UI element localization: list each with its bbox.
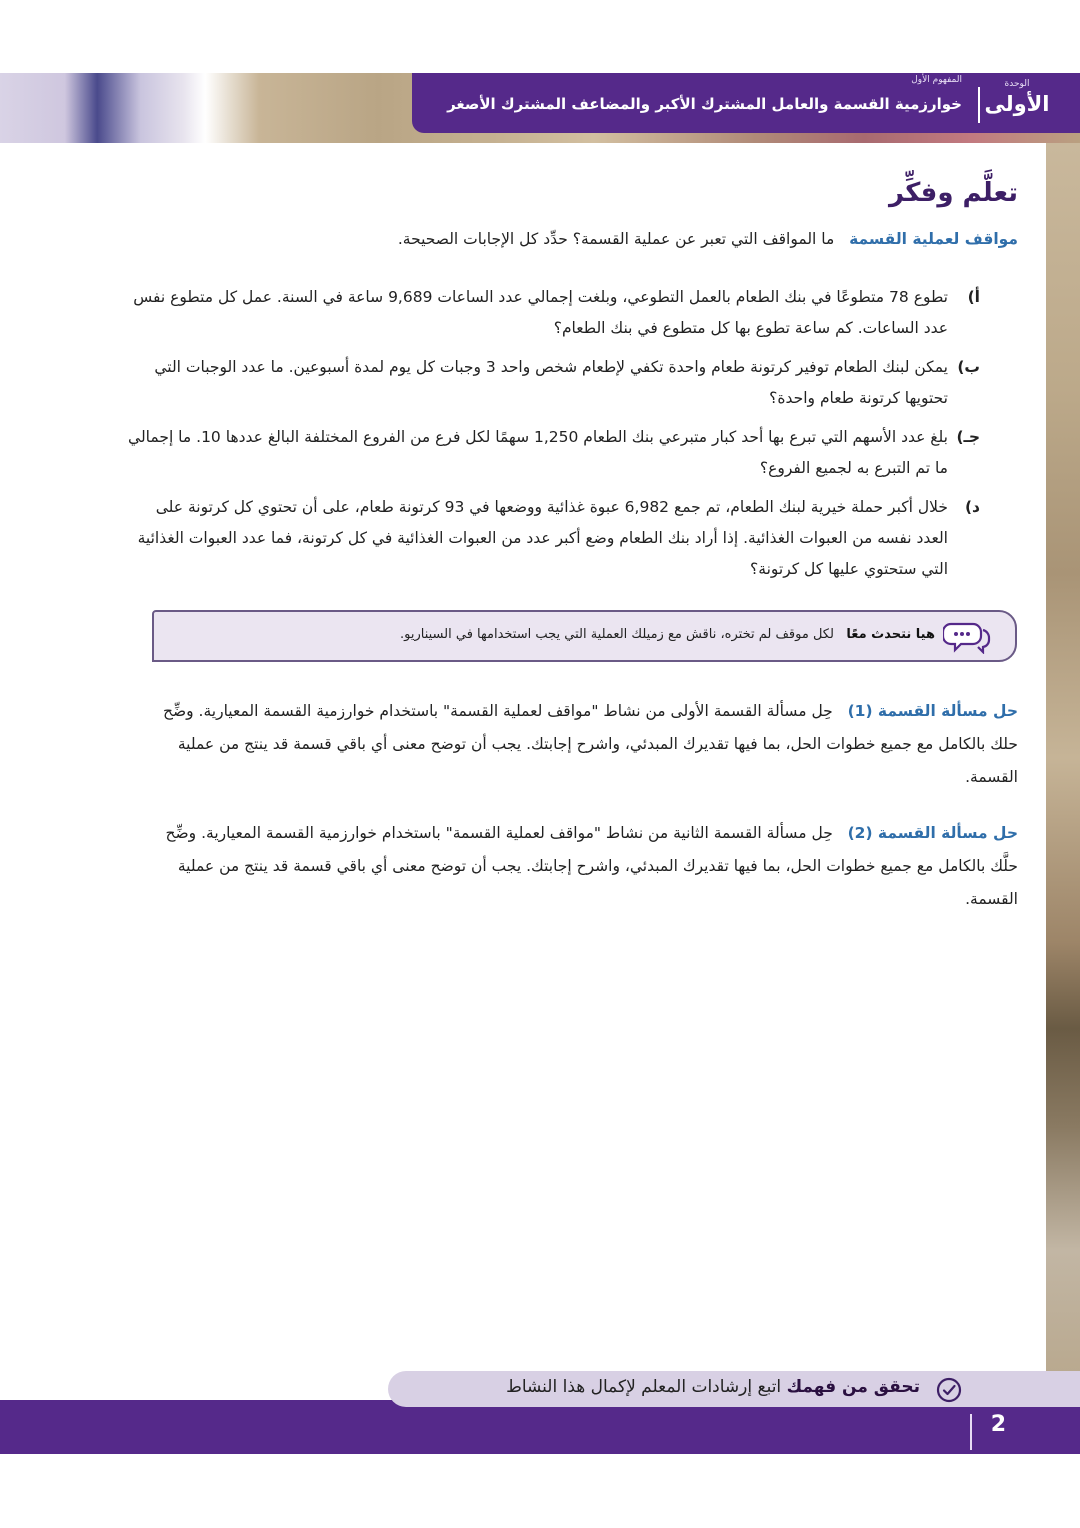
unit-block: [982, 79, 1052, 117]
unit-label: الوحدة: [1004, 79, 1030, 89]
activity-name: مواقف لعملية القسمة: [849, 230, 1018, 248]
item-marker: د): [964, 498, 980, 516]
problem-heading: حل مسألة القسمة (1): [847, 702, 1018, 720]
footer-divider: [970, 1414, 972, 1450]
item-text: تطوع 78 متطوعًا في بنك الطعام بالعمل التطوعي، وبلغت إجمالي عدد الساعات 9,689 ساعة في السنة. عمل كل متطوع نفس عدد الساعات. كم ساعة تطوع بها كل متطوع في بنك الطعام؟: [133, 288, 948, 337]
speech-bubbles-icon: [943, 620, 993, 654]
division-problem-2: [138, 817, 1018, 916]
lets-talk-text: [400, 627, 935, 642]
problem-heading: حل مسألة القسمة (2): [847, 824, 1018, 842]
check-circle-icon: [936, 1377, 962, 1403]
unit-header: [412, 73, 1080, 133]
side-background-photo: [1046, 143, 1080, 1373]
division-problem-1: [138, 695, 1018, 794]
scenario-item-d[interactable]: [120, 492, 980, 585]
scenario-item-c[interactable]: [120, 422, 980, 484]
item-marker: جـ): [956, 428, 980, 446]
check-understanding-body: اتبع إرشادات المعلم لإكمال هذا النشاط: [506, 1377, 782, 1397]
lets-talk-heading: هيا نتحدث معًا: [846, 627, 935, 642]
concept-label: المفهوم الأول: [911, 75, 962, 85]
section-title: تعلَّم وفكِّر: [889, 178, 1018, 208]
scenario-item-b[interactable]: [120, 352, 980, 414]
lets-talk-body: لكل موقف لم تختره، ناقش مع زميلك العملية التي يجب استخدامها في السيناريو.: [400, 627, 834, 642]
item-marker: أ): [967, 288, 980, 306]
activity-prompt: ما المواقف التي تعبر عن عملية القسمة؟ حدِّد كل الإجابات الصحيحة.: [397, 230, 835, 248]
item-text: بلغ عدد الأسهم التي تبرع بها أحد كبار متبرعي بنك الطعام 1,250 سهمًا لكل فرع من الفروع المختلفة البالغ عددها 10. ما إجمالي ما تم التبرع به لجميع الفروع؟: [128, 428, 948, 477]
problem-text: حِل مسألة القسمة الثانية من نشاط "مواقف لعملية القسمة" باستخدام خوارزمية القسمة المعيارية. وضِّح حلَّك بالكامل مع جميع خطوات الحل، بما فيها تقديرك المبدئي، واشرح إجابتك. يجب أن توضح معنى أي باقي قسمة قد ينتج من عملية القسمة.: [165, 824, 1018, 908]
scenario-list: [120, 282, 980, 593]
unit-value: الأولى: [984, 92, 1050, 116]
item-text: يمكن لبنك الطعام توفير كرتونة طعام واحدة تكفي لإطعام شخص واحد 3 وجبات كل يوم لمدة أسبوعين. ما عدد الوجبات التي تحتويها كرتونة طعام واحدة؟: [154, 358, 948, 407]
activity-intro: [398, 230, 1018, 248]
problem-text: حِل مسألة القسمة الأولى من نشاط "مواقف لعملية القسمة" باستخدام خوارزمية القسمة المعيارية. وضِّح حلك بالكامل مع جميع خطوات الحل، بما فيها تقديرك المبدئي، واشرح إجابتك. يجب أن توضح معنى أي باقي قسمة قد ينتج من عملية القسمة.: [162, 702, 1018, 786]
item-text: خلال أكبر حملة خيرية لبنك الطعام، تم جمع 6,982 عبوة غذائية ووضعها في 93 كرتونة طعام، على أن تحتوي كل كرتونة على العدد نفسه من العبوات الغذائية. إذا أراد بنك الطعام وضع أكبر عدد من العبوات الغذائية في كل كرتونة، فما عدد العبوات الغذائية التي ستحتوي عليها كل كرتونة؟: [137, 498, 948, 578]
check-understanding-text: [506, 1377, 920, 1397]
item-marker: ب): [957, 358, 980, 376]
check-understanding-heading: تحقق من فهمك: [786, 1377, 920, 1397]
footer-band: [0, 1400, 1080, 1454]
header-divider: [978, 87, 980, 123]
scenario-item-a[interactable]: [120, 282, 980, 344]
concept-title: خوارزمية القسمة والعامل المشترك الأكبر والمضاعف المشترك الأصغر: [447, 95, 962, 113]
lets-talk-box: [152, 610, 1017, 662]
page-number: 2: [990, 1412, 1006, 1437]
check-understanding-bar: [388, 1371, 1080, 1407]
